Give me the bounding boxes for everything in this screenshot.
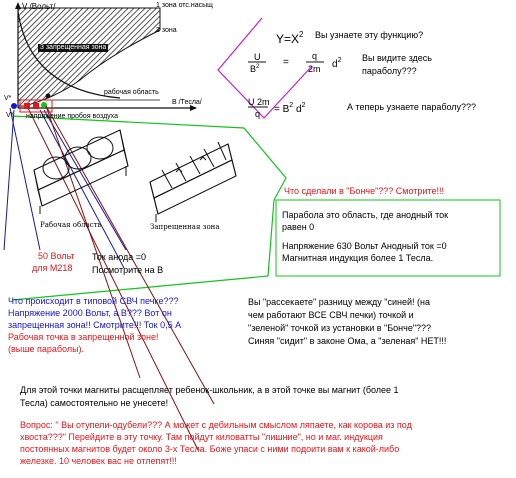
diff-line1: Вы "рассекаете" разницу между "синей! (на [248, 297, 431, 307]
v50-line1: 50 Вольт [38, 251, 75, 261]
micro-line3: запрещенная зона!! Смотрите!!! Ток 0,5 А [8, 320, 182, 330]
bonch-p2-line2: Магнитная индукция более 1 Тесла. [282, 253, 434, 263]
micro-line5: (выше параболы). [8, 344, 85, 354]
work-area-sketch-label: Рабочая область [40, 221, 102, 229]
micro-line4: Рабочая точка в запрещенной зоне! [8, 332, 159, 342]
formula-2-eq: = [283, 57, 289, 68]
question-1: Вы узнаете эту функцию? [315, 30, 424, 40]
forbidden-sketch-label: Запрещенная зона [150, 223, 220, 231]
diff-line3: "зеленой" точкой из установки в "Бонче"??? [248, 323, 432, 333]
diff-line2: чем работают ВСЕ СВЧ печки) точкой и [248, 310, 414, 320]
navy-line-4 [4, 110, 14, 250]
question-line1: Вопрос: " Вы отупели-одубели??? А может с дебильным смыслом ляпаете, как корова из под [20, 420, 412, 430]
magnets-line2: Тесла) самостоятельно не унесете! [20, 398, 169, 408]
blue-point [11, 103, 17, 109]
red-marker-2 [33, 103, 39, 109]
magnets-line1: Для этой точки магниты расщепляет ребенок-школьник, а в этой точке вы магнит (более 1 [20, 385, 399, 395]
formula-2-num-right: q [312, 51, 318, 61]
bonch-p1-line1: Парабола это область, где анодный ток [282, 210, 449, 220]
question-2-line2: параболу??? [362, 66, 417, 76]
forbidden-zone-label: 3 запрещенная зона [40, 44, 107, 51]
bonch-title: Что сделали в "Бонче"??? Смотрите!!! [284, 186, 444, 196]
v50-line2: для М218 [32, 263, 73, 273]
formula-3-den: q [255, 109, 261, 119]
zone2-label: 2 зона [156, 27, 177, 34]
formula-2-num-left: U [254, 52, 261, 62]
diff-line4: Синяя "сидит" в законе Ома, а "зеленая" НЕТ!!! [248, 336, 447, 346]
anode-line1: Ток анода =0 [92, 252, 147, 262]
formula-1: $Y=X^2$ [276, 30, 304, 46]
v-star-label: V* [4, 95, 12, 102]
micro-line1: Что происходит в типовой СВЧ печке??? [8, 296, 179, 306]
anode-line2: Посмотрите на В [92, 265, 164, 275]
question-line3: постоянных магнитов будет около 3-х Тесла. Боже упаси с ними подоити вам к какой-либо [20, 444, 400, 454]
v-star-lower-label: V* [6, 112, 14, 119]
bonch-p1-line2: равен 0 [282, 222, 315, 232]
sketch-forbidden-zone [150, 142, 236, 222]
sketch-work-area [34, 130, 128, 214]
question-line4: железке. 10 человек вас не отлепят!!! [20, 456, 177, 466]
formula-2-den-left: $B^2$ [250, 64, 260, 74]
zone1-label: 1 зона отс.насыщ [156, 2, 213, 9]
breakdown-label: напряжение пробоя воздуха [26, 113, 118, 120]
black-point [46, 94, 51, 99]
formula-2-den-right: 2m [308, 64, 321, 74]
question-2-line1: Вы видите здесь [362, 53, 432, 63]
work-area-label: рабочая область [104, 89, 159, 96]
formula-2-tail: $d^2$ [332, 57, 342, 70]
formula-3-rhs: = $B^2$ $d^2$ [274, 102, 306, 115]
question-line2: хвоста???" Перейдите в эту точку. Там пойдут киловатты "лишние", но и маг. индукция [20, 432, 383, 442]
question-3: А теперь узнаете параболу??? [347, 102, 477, 112]
red-marker [24, 103, 30, 109]
axis-b-label: B /Тесла/ [172, 99, 202, 106]
axis-v-label: V /Вольт/ [22, 2, 56, 11]
bonch-p2-line1: Напряжение 630 Вольт Анодный ток =0 [282, 241, 447, 251]
micro-line2: Напряжение 2000 Вольт, а В??? Вот он [8, 308, 172, 318]
formula-3-num: U 2m [248, 97, 270, 107]
